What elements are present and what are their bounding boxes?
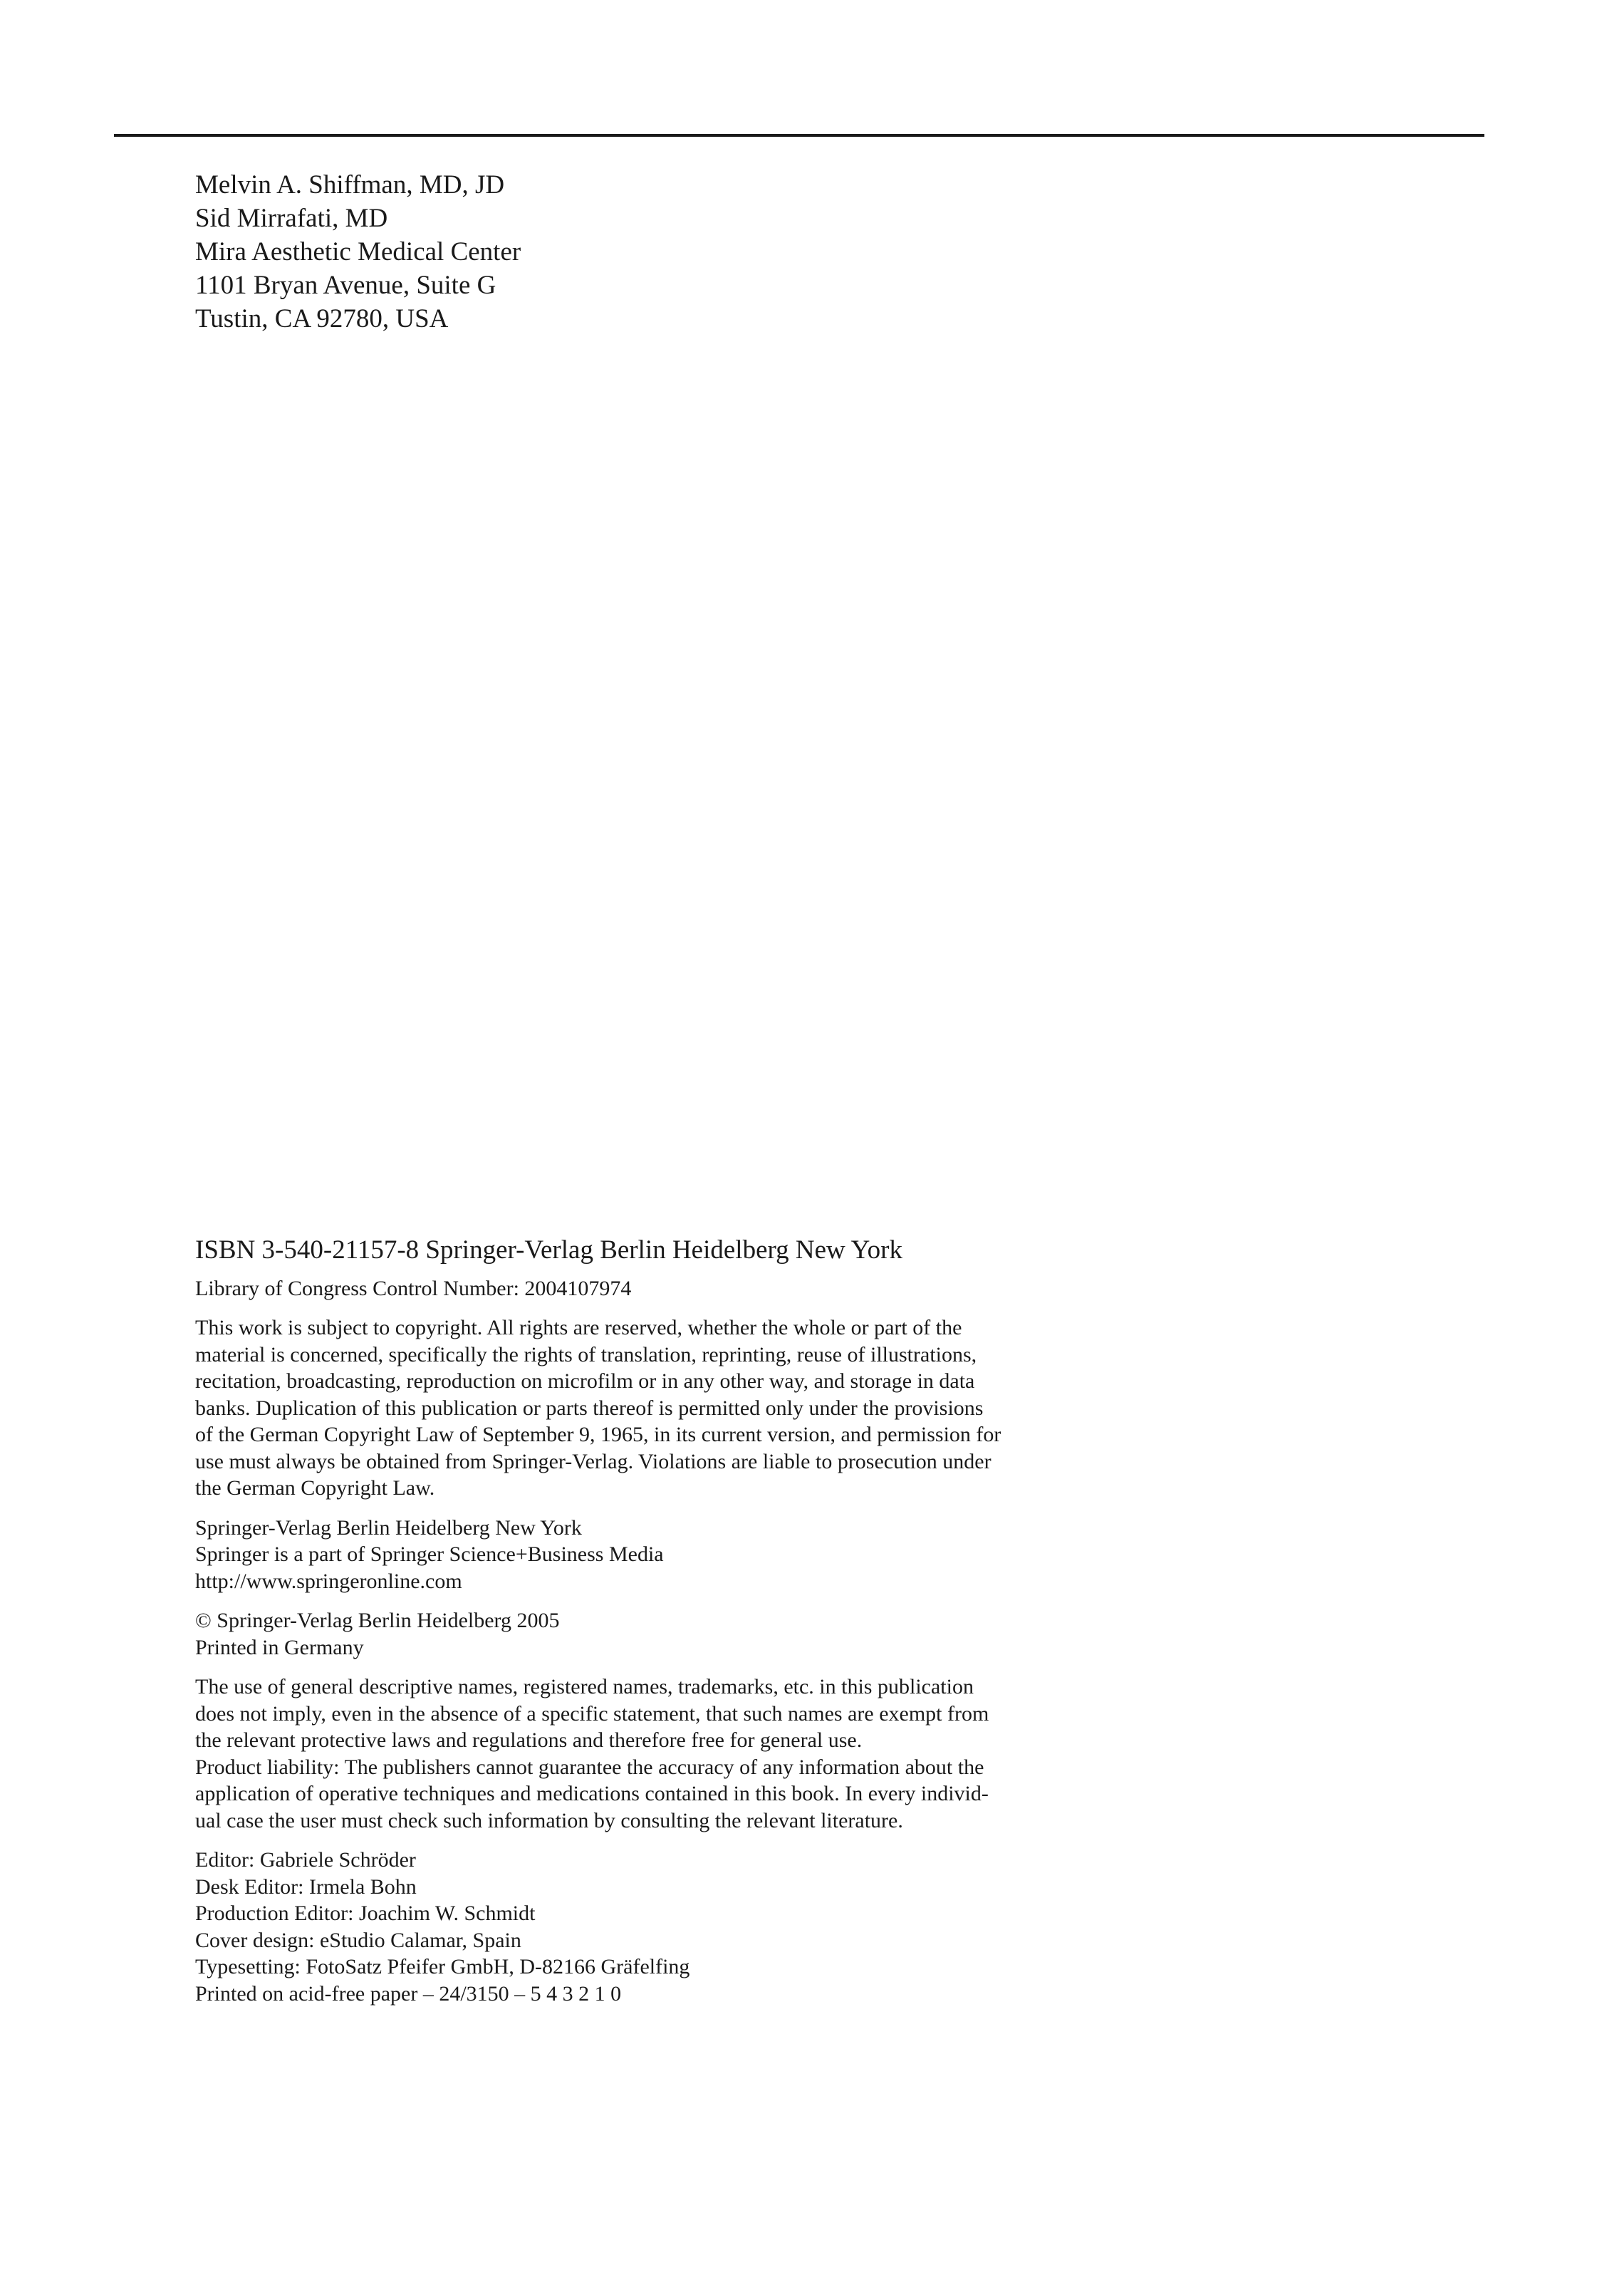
disclaimer-line: application of operative techniques and medications contained in this book. In every individ- [195, 1782, 989, 1805]
address-line: Mira Aesthetic Medical Center [195, 237, 521, 266]
disclaimer-line: ual case the user must check such information by consulting the relevant literature. [195, 1808, 903, 1832]
copyright-notice-line: recitation, broadcasting, reproduction on microfilm or in any other way, and storage in data [195, 1369, 975, 1393]
copyright-notice-line: material is concerned, specifically the rights of translation, reprinting, reuse of illustrations, [195, 1342, 977, 1366]
credit-line: Printed on acid-free paper – 24/3150 – 5 4 3 2 1 0 [195, 1981, 622, 2006]
disclaimer-block [195, 1674, 1178, 1834]
credit-line: Editor: Gabriele Schröder [195, 1848, 416, 1872]
copyright-notice-line: banks. Duplication of this publication or parts thereof is permitted only under the provisions [195, 1396, 984, 1420]
publisher-block [195, 1515, 1178, 1595]
author-line: Sid Mirrafati, MD [195, 204, 388, 233]
isbn-line: ISBN 3-540-21157-8 Springer-Verlag Berlin Heidelberg New York [195, 1235, 902, 1265]
publisher-line: Springer-Verlag Berlin Heidelberg New York [195, 1515, 582, 1540]
copyright-line: © Springer-Verlag Berlin Heidelberg 2005 [195, 1609, 560, 1632]
author-line: Melvin A. Shiffman, MD, JD [195, 170, 505, 199]
copyright-notice-line: of the German Copyright Law of September 9, 1965, in its current version, and permission for [195, 1423, 1001, 1446]
top-rule [114, 134, 1484, 137]
credit-line: Desk Editor: Irmela Bohn [195, 1874, 417, 1899]
copyright-notice [195, 1314, 1178, 1502]
imprint-block [195, 1234, 1178, 2007]
disclaimer-line: the relevant protective laws and regulations and therefore free for general use. [195, 1728, 863, 1752]
credit-line: Production Editor: Joachim W. Schmidt [195, 1902, 536, 1925]
credits-block [195, 1847, 1178, 2007]
copyright-line-block [195, 1607, 1178, 1661]
lccn-line: Library of Congress Control Number: 2004107974 [195, 1277, 632, 1300]
publisher-url: http://www.springeronline.com [195, 1569, 462, 1593]
copyright-notice-line: use must always be obtained from Springer-Verlag. Violations are liable to prosecution under [195, 1449, 991, 1473]
address-line: 1101 Bryan Avenue, Suite G [195, 271, 496, 300]
credit-line: Cover design: eStudio Calamar, Spain [195, 1928, 521, 1952]
disclaimer-line: does not imply, even in the absence of a specific statement, that such names are exempt from [195, 1701, 989, 1726]
address-line: Tustin, CA 92780, USA [195, 304, 449, 333]
copyright-notice-line: the German Copyright Law. [195, 1476, 435, 1500]
author-address-block [195, 168, 521, 336]
credit-line: Typesetting: FotoSatz Pfeifer GmbH, D-82166 Gräfelfing [195, 1955, 690, 1978]
printed-in-line: Printed in Germany [195, 1635, 364, 1659]
disclaimer-line: Product liability: The publishers cannot guarantee the accuracy of any information about the [195, 1755, 984, 1779]
disclaimer-line: The use of general descriptive names, registered names, trademarks, etc. in this publication [195, 1675, 974, 1698]
publisher-line: Springer is a part of Springer Science+Business Media [195, 1542, 664, 1566]
copyright-notice-line: This work is subject to copyright. All rights are reserved, whether the whole or part of the [195, 1316, 962, 1339]
